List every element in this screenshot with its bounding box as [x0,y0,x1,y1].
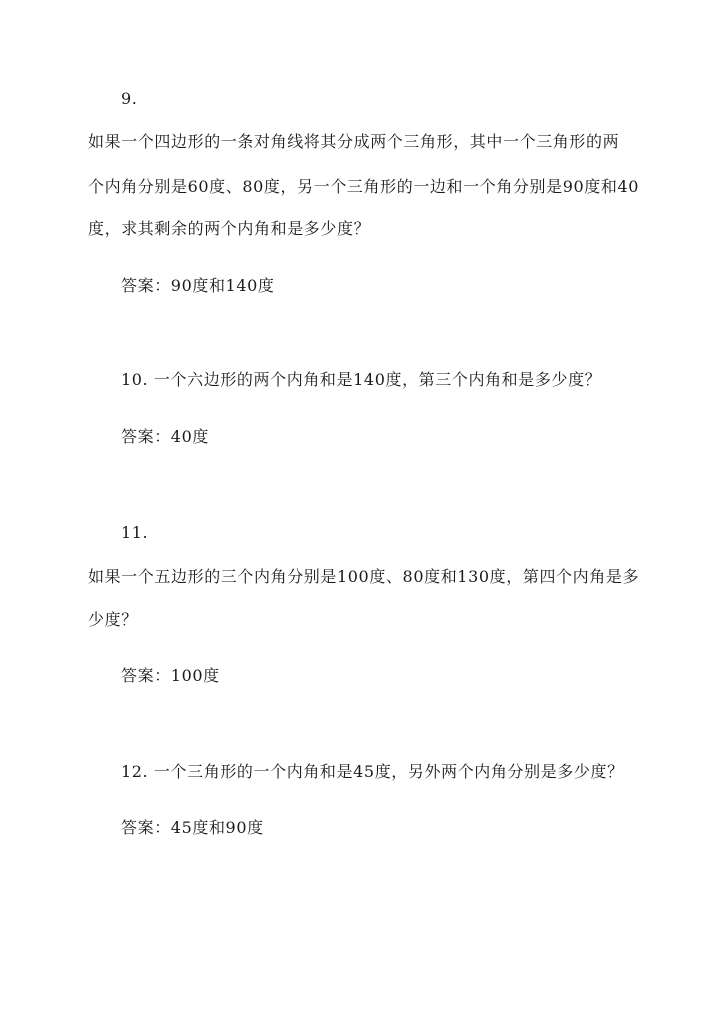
question-10-text: 10. 一个六边形的两个内角和是140度，第三个内角和是多少度？ [121,370,602,389]
question-12-text: 12. 一个三角形的一个内角和是45度，另外两个内角分别是多少度？ [121,762,624,781]
question-12-answer: 答案：45度和90度 [121,818,264,837]
question-9-answer: 答案：90度和140度 [121,276,275,295]
question-9-number: 9. [121,89,138,108]
question-9-text-line-3: 度，求其剩余的两个内角和是多少度？ [88,219,371,238]
question-10-answer: 答案：40度 [121,427,209,446]
question-11-text-line-1: 如果一个五边形的三个内角分别是100度、80度和130度，第四个内角是多 [88,567,640,586]
question-9-text-line-1: 如果一个四边形的一条对角线将其分成两个三角形，其中一个三角形的两 [88,132,620,151]
question-11-number: 11. [121,523,149,542]
question-11-text-line-2: 少度？ [88,610,138,629]
question-11-answer: 答案：100度 [121,666,220,685]
question-9-text-line-2: 个内角分别是60度、80度，另一个三角形的一边和一个角分别是90度和40 [88,177,640,196]
